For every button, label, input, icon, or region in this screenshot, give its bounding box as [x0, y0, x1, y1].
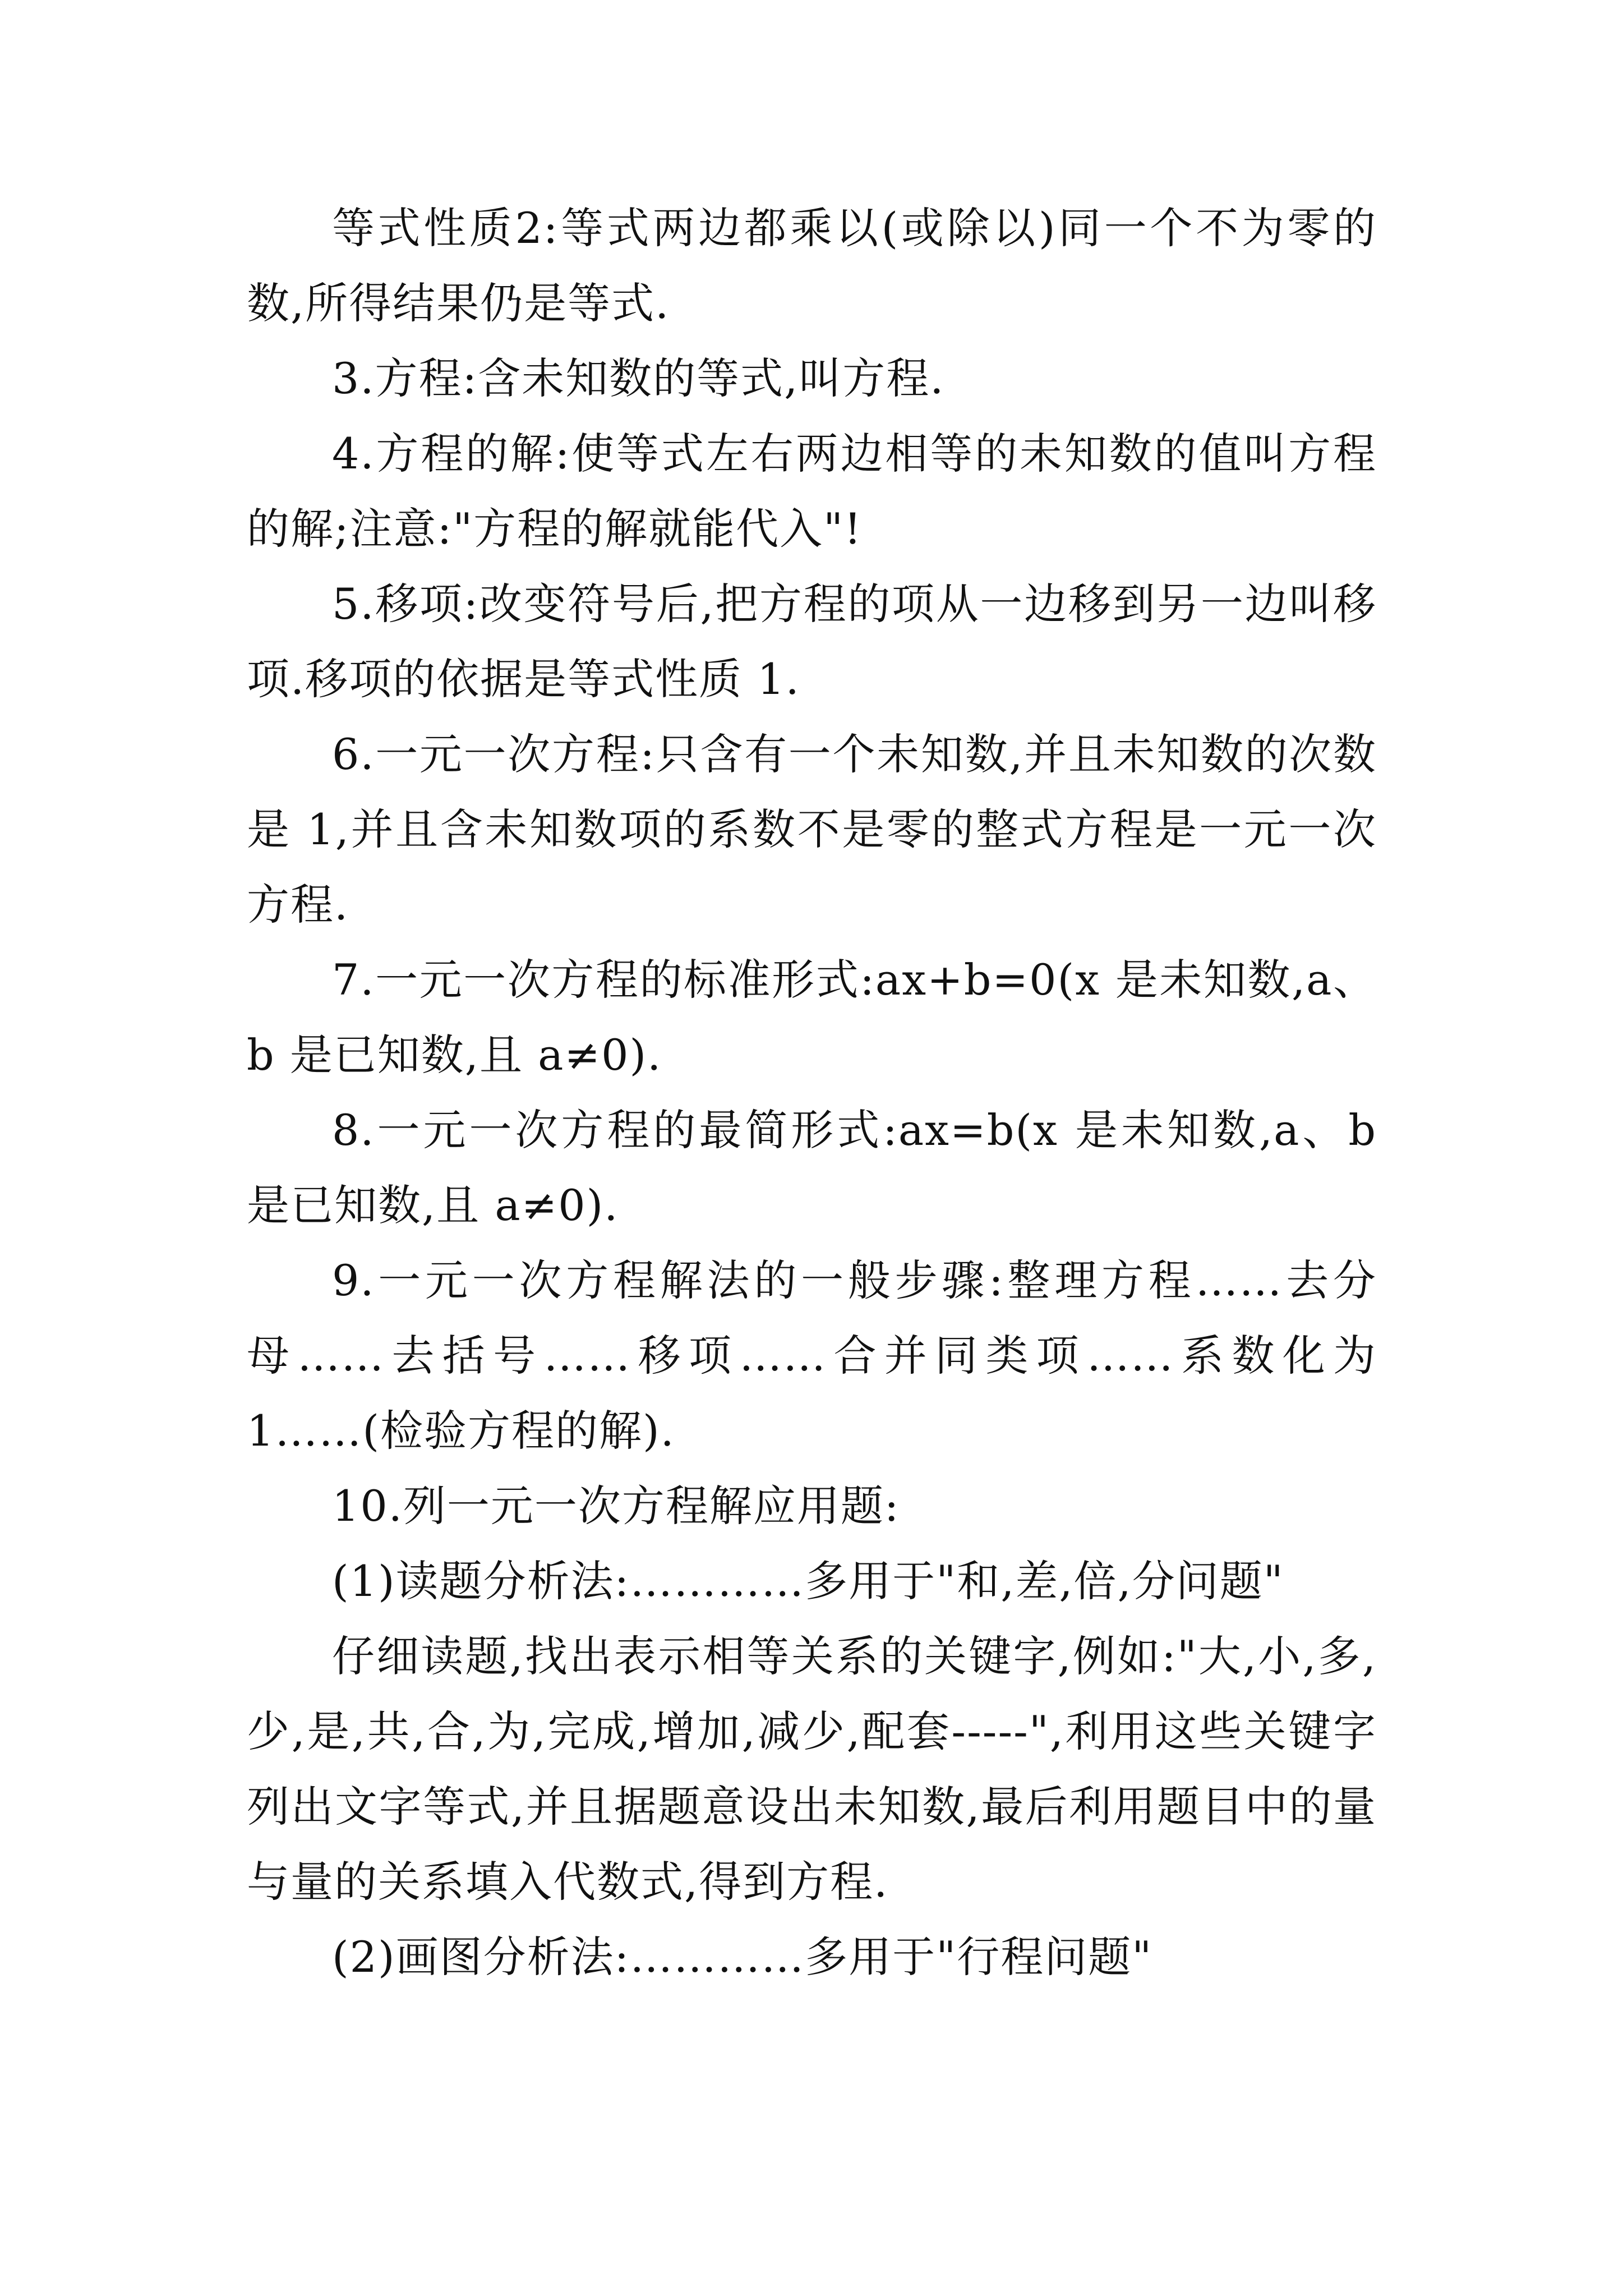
paragraph-reading-analysis-detail: 仔细读题,找出表示相等关系的关键字,例如:"大,小,多,少,是,共,合,为,完成,增加,减少,配套-----",利用这些关键字列出文字等式,并且据题意设出未知数,最后利用题目中的量与量的关系填入代数式,得到方程. — [247, 1631, 1377, 1907]
paragraph-transposition: 5.移项:改变符号后,把方程的项从一边移到另一边叫移项.移项的依据是等式性质 1. — [247, 579, 1377, 704]
paragraph-equation-definition: 3.方程:含未知数的等式,叫方程. — [332, 353, 945, 403]
paragraph-solving-steps: 9.一元一次方程解法的一般步骤:整理方程……去分母……去括号……移项……合并同类项……系数化为 1……(检验方程的解). — [247, 1255, 1377, 1456]
paragraph-equation-solution: 4.方程的解:使等式左右两边相等的未知数的值叫方程的解;注意:"方程的解就能代入"! — [247, 429, 1377, 554]
paragraph-standard-form: 7.一元一次方程的标准形式:ax+b=0(x 是未知数,a、b 是已知数,且 a≠0). — [247, 955, 1377, 1080]
paragraph-reading-analysis-method: (1)读题分析法:…………多用于"和,差,倍,分问题" — [332, 1556, 1284, 1606]
paragraph-simplest-form: 8.一元一次方程的最简形式:ax=b(x 是未知数,a、b 是已知数,且 a≠0). — [247, 1105, 1377, 1230]
paragraph-equation-property-2: 等式性质2:等式两边都乘以(或除以)同一个不为零的数,所得结果仍是等式. — [247, 203, 1377, 328]
document-body — [247, 191, 1377, 1995]
paragraph-word-problems-heading: 10.列一元一次方程解应用题: — [332, 1481, 900, 1531]
paragraph-linear-equation: 6.一元一次方程:只含有一个未知数,并且未知数的次数是 1,并且含未知数项的系数不是零的整式方程是一元一次方程. — [247, 729, 1377, 930]
paragraph-drawing-analysis-method: (2)画图分析法:…………多用于"行程问题" — [332, 1932, 1153, 1982]
